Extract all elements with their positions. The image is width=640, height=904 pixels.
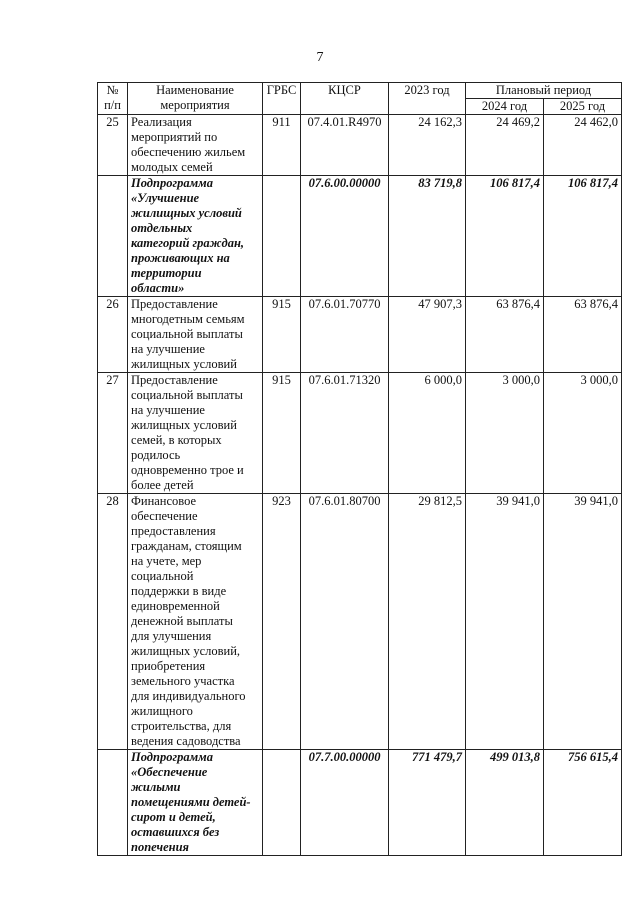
row-amount-2025: 24 462,0 <box>544 115 622 176</box>
row-amount-2024: 106 817,4 <box>466 176 544 297</box>
header-num: № п/п <box>98 83 128 115</box>
table-row <box>98 297 622 373</box>
row-name: Предоставление социальной выплаты на улучшение жилищных условий семей, в которых родилось одновременно трое и более детей <box>128 373 263 494</box>
row-amount-2023: 29 812,5 <box>389 494 466 750</box>
row-name: Реализация мероприятий по обеспечению жильем молодых семей <box>128 115 263 176</box>
subprogram-row <box>98 176 622 297</box>
header-2023: 2023 год <box>389 83 466 115</box>
table-row <box>98 494 622 750</box>
header-2025: 2025 год <box>544 99 622 115</box>
row-amount-2023: 771 479,7 <box>389 750 466 856</box>
row-name: Подпрограмма «Обеспечение жилыми помещениями детей- сирот и детей, оставшихся без попечения <box>128 750 263 856</box>
row-number <box>98 176 128 297</box>
row-amount-2025: 39 941,0 <box>544 494 622 750</box>
row-number: 27 <box>98 373 128 494</box>
row-amount-2024: 3 000,0 <box>466 373 544 494</box>
row-kcsr: 07.7.00.00000 <box>301 750 389 856</box>
row-name: Подпрограмма «Улучшение жилищных условий отдельных категорий граждан, проживающих на территории области» <box>128 176 263 297</box>
row-grbs: 923 <box>263 494 301 750</box>
row-amount-2025: 63 876,4 <box>544 297 622 373</box>
row-kcsr: 07.6.00.00000 <box>301 176 389 297</box>
row-amount-2023: 47 907,3 <box>389 297 466 373</box>
header-row-1 <box>98 83 622 99</box>
row-grbs <box>263 176 301 297</box>
row-amount-2024: 24 469,2 <box>466 115 544 176</box>
row-amount-2023: 24 162,3 <box>389 115 466 176</box>
row-kcsr: 07.4.01.R4970 <box>301 115 389 176</box>
row-amount-2025: 3 000,0 <box>544 373 622 494</box>
subprogram-row <box>98 750 622 856</box>
row-name: Предоставление многодетным семьям социальной выплаты на улучшение жилищных условий <box>128 297 263 373</box>
row-number: 25 <box>98 115 128 176</box>
row-amount-2024: 63 876,4 <box>466 297 544 373</box>
row-number: 26 <box>98 297 128 373</box>
row-grbs: 915 <box>263 297 301 373</box>
row-amount-2023: 83 719,8 <box>389 176 466 297</box>
page-number: 7 <box>316 50 324 65</box>
header-kcsr: КЦСР <box>301 83 389 115</box>
row-amount-2025: 756 615,4 <box>544 750 622 856</box>
header-grbs: ГРБС <box>263 83 301 115</box>
row-grbs: 911 <box>263 115 301 176</box>
table-row <box>98 115 622 176</box>
header-planned-period: Плановый период <box>466 83 622 99</box>
row-grbs: 915 <box>263 373 301 494</box>
row-number <box>98 750 128 856</box>
budget-table <box>97 82 622 856</box>
row-kcsr: 07.6.01.71320 <box>301 373 389 494</box>
table-row <box>98 373 622 494</box>
row-amount-2025: 106 817,4 <box>544 176 622 297</box>
row-kcsr: 07.6.01.70770 <box>301 297 389 373</box>
row-amount-2024: 39 941,0 <box>466 494 544 750</box>
header-name: Наименование мероприятия <box>128 83 263 115</box>
row-amount-2024: 499 013,8 <box>466 750 544 856</box>
row-name: Финансовое обеспечение предоставления гражданам, стоящим на учете, мер социальной поддержки в виде единовременной денежной выплаты для улучшения жилищных условий, приобретения земельного участка для индивидуального жилищного строительства, для ведения садоводства <box>128 494 263 750</box>
row-number: 28 <box>98 494 128 750</box>
row-amount-2023: 6 000,0 <box>389 373 466 494</box>
row-kcsr: 07.6.01.80700 <box>301 494 389 750</box>
header-2024: 2024 год <box>466 99 544 115</box>
row-grbs <box>263 750 301 856</box>
